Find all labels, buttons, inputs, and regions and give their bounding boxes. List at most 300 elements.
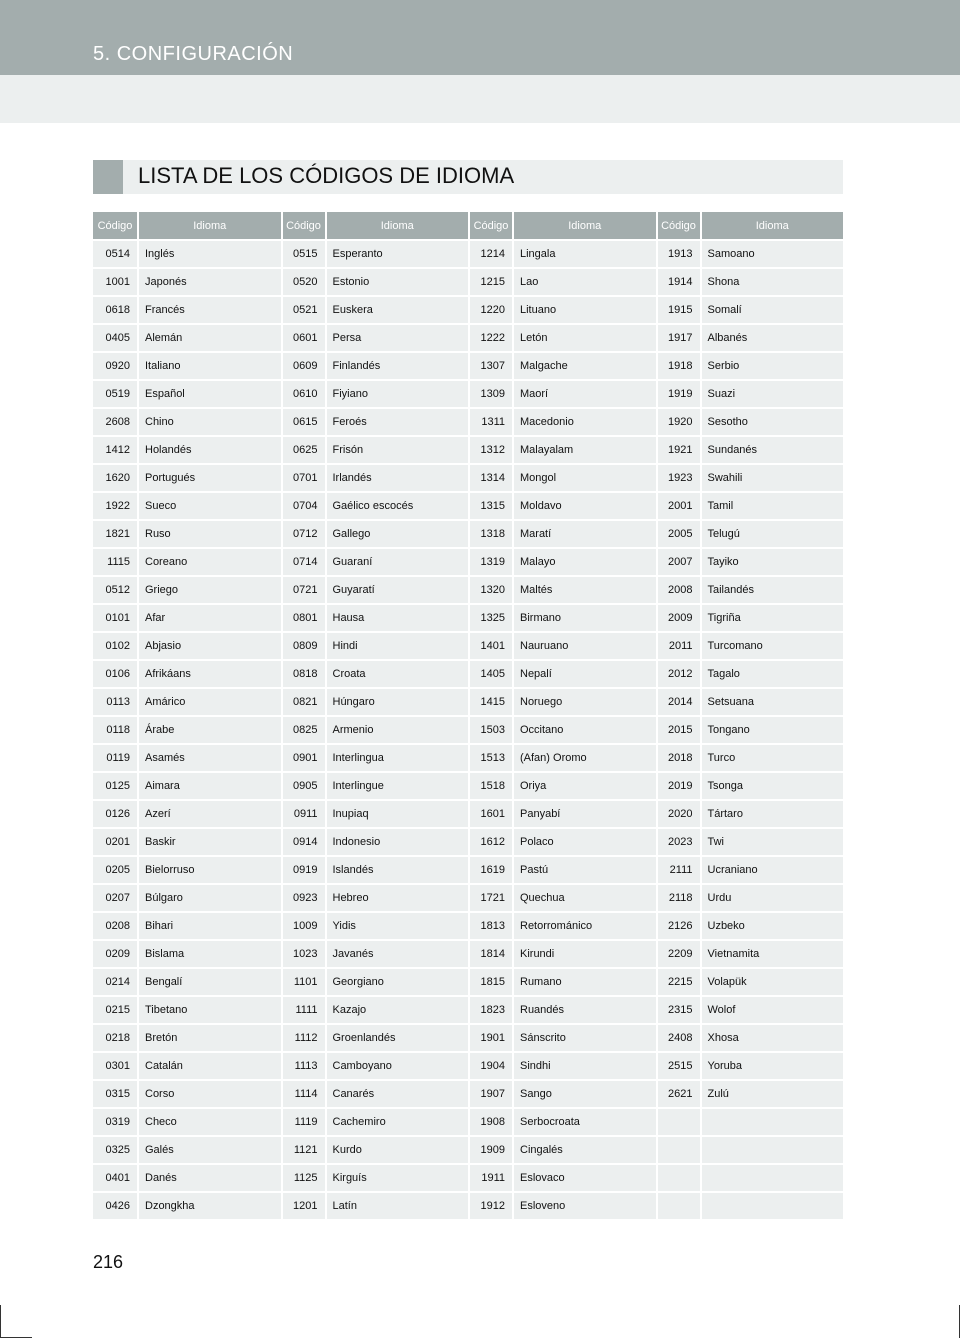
table-row (93, 883, 843, 911)
language-cell: Sindhi (512, 1051, 656, 1079)
table-row (93, 687, 843, 715)
code-cell: 1115 (93, 547, 137, 575)
table-row (93, 407, 843, 435)
code-cell: 0113 (93, 687, 137, 715)
table-row (93, 855, 843, 883)
column-header-code: Código (281, 212, 325, 239)
language-cell: Armenio (325, 715, 469, 743)
table-row (93, 827, 843, 855)
language-cell: Bengalí (137, 967, 281, 995)
code-cell: 1904 (468, 1051, 512, 1079)
code-cell: 1111 (281, 995, 325, 1023)
code-cell: 2008 (656, 575, 700, 603)
language-cell: Islandés (325, 855, 469, 883)
code-cell: 0214 (93, 967, 137, 995)
language-cell (700, 1191, 844, 1219)
table-row (93, 1135, 843, 1163)
language-cell: Ucraniano (700, 855, 844, 883)
code-cell: 0519 (93, 379, 137, 407)
code-cell: 2018 (656, 743, 700, 771)
code-cell: 1215 (468, 267, 512, 295)
table-row (93, 743, 843, 771)
table-row (93, 379, 843, 407)
language-cell: Samoano (700, 239, 844, 267)
language-cell: Tamil (700, 491, 844, 519)
table-row (93, 547, 843, 575)
language-cell: Checo (137, 1107, 281, 1135)
code-cell: 1813 (468, 911, 512, 939)
language-cell: Portugués (137, 463, 281, 491)
language-cell: Corso (137, 1079, 281, 1107)
code-cell: 0315 (93, 1079, 137, 1107)
code-cell: 1619 (468, 855, 512, 883)
code-cell: 0201 (93, 827, 137, 855)
code-cell: 1503 (468, 715, 512, 743)
language-cell: Amárico (137, 687, 281, 715)
language-cell: Esloveno (512, 1191, 656, 1219)
table-row (93, 1163, 843, 1191)
language-cell: Shona (700, 267, 844, 295)
language-cell: Tsonga (700, 771, 844, 799)
code-cell: 2315 (656, 995, 700, 1023)
code-cell: 1823 (468, 995, 512, 1023)
code-cell: 0401 (93, 1163, 137, 1191)
code-cell: 1023 (281, 939, 325, 967)
language-cell: Azerí (137, 799, 281, 827)
language-cell: (Afan) Oromo (512, 743, 656, 771)
language-cell (700, 1135, 844, 1163)
language-cell: Sango (512, 1079, 656, 1107)
language-cell: Noruego (512, 687, 656, 715)
code-cell: 1921 (656, 435, 700, 463)
code-cell: 1220 (468, 295, 512, 323)
column-header-language: Idioma (700, 212, 844, 239)
code-cell: 0618 (93, 295, 137, 323)
table-row (93, 603, 843, 631)
code-cell: 1307 (468, 351, 512, 379)
language-cell: Bretón (137, 1023, 281, 1051)
code-cell: 1908 (468, 1107, 512, 1135)
language-cell: Tigriña (700, 603, 844, 631)
page-title: LISTA DE LOS CÓDIGOS DE IDIOMA (138, 163, 515, 188)
code-cell: 0610 (281, 379, 325, 407)
code-cell: 0901 (281, 743, 325, 771)
code-cell: 1815 (468, 967, 512, 995)
code-cell: 1101 (281, 967, 325, 995)
code-cell: 1201 (281, 1191, 325, 1219)
language-cell: Xhosa (700, 1023, 844, 1051)
language-cell: Javanés (325, 939, 469, 967)
code-cell: 1320 (468, 575, 512, 603)
language-cell: Hebreo (325, 883, 469, 911)
language-cell: Búlgaro (137, 883, 281, 911)
page-number: 216 (93, 1252, 124, 1272)
language-cell: Rumano (512, 967, 656, 995)
language-cell: Interlingua (325, 743, 469, 771)
table-row (93, 435, 843, 463)
language-cell: Finlandés (325, 351, 469, 379)
code-cell: 0118 (93, 715, 137, 743)
table-row (93, 631, 843, 659)
language-cell: Retorrománico (512, 911, 656, 939)
language-cell: Setsuana (700, 687, 844, 715)
code-cell: 2608 (93, 407, 137, 435)
language-cell: Camboyano (325, 1051, 469, 1079)
code-cell: 0514 (93, 239, 137, 267)
table-row (93, 323, 843, 351)
language-cell: Galés (137, 1135, 281, 1163)
language-cell: Georgiano (325, 967, 469, 995)
language-cell: Asamés (137, 743, 281, 771)
column-header-language: Idioma (512, 212, 656, 239)
code-cell: 1412 (93, 435, 137, 463)
language-cell: Estonio (325, 267, 469, 295)
code-cell: 0714 (281, 547, 325, 575)
code-cell: 0809 (281, 631, 325, 659)
code-cell: 0405 (93, 323, 137, 351)
language-cell: Hindi (325, 631, 469, 659)
language-cell: Feroés (325, 407, 469, 435)
language-cell: Gaélico escocés (325, 491, 469, 519)
language-cell: Inupiaq (325, 799, 469, 827)
code-cell: 2408 (656, 1023, 700, 1051)
language-cell: Bielorruso (137, 855, 281, 883)
code-cell: 2515 (656, 1051, 700, 1079)
language-cell: Zulú (700, 1079, 844, 1107)
language-cell: Interlingue (325, 771, 469, 799)
code-cell: 1318 (468, 519, 512, 547)
language-cell: Eslovaco (512, 1163, 656, 1191)
language-cell: Mongol (512, 463, 656, 491)
language-cell: Cingalés (512, 1135, 656, 1163)
language-cell: Pastú (512, 855, 656, 883)
language-cell: Lingala (512, 239, 656, 267)
language-cell: Coreano (137, 547, 281, 575)
code-cell: 2019 (656, 771, 700, 799)
language-cell: Húngaro (325, 687, 469, 715)
code-cell: 0821 (281, 687, 325, 715)
language-cell: Yidis (325, 911, 469, 939)
language-cell: Yoruba (700, 1051, 844, 1079)
code-cell: 0205 (93, 855, 137, 883)
table-row (93, 771, 843, 799)
language-cell: Danés (137, 1163, 281, 1191)
code-cell: 1001 (93, 267, 137, 295)
code-cell: 1312 (468, 435, 512, 463)
column-header-language: Idioma (137, 212, 281, 239)
code-cell: 0325 (93, 1135, 137, 1163)
language-cell: Euskera (325, 295, 469, 323)
table-row (93, 659, 843, 687)
code-cell: 1113 (281, 1051, 325, 1079)
language-cell: Sundanés (700, 435, 844, 463)
language-cell: Aimara (137, 771, 281, 799)
code-cell: 0512 (93, 575, 137, 603)
code-cell: 1009 (281, 911, 325, 939)
table-row (93, 1191, 843, 1219)
language-cell: Chino (137, 407, 281, 435)
table-row (93, 939, 843, 967)
table-row (93, 967, 843, 995)
table-row (93, 463, 843, 491)
code-cell: 0426 (93, 1191, 137, 1219)
table-row (93, 1023, 843, 1051)
code-cell: 2015 (656, 715, 700, 743)
language-cell: Uzbeko (700, 911, 844, 939)
section-title: 5. CONFIGURACIÓN (93, 43, 294, 65)
language-cell: Español (137, 379, 281, 407)
column-header-language: Idioma (325, 212, 469, 239)
language-cell: Lao (512, 267, 656, 295)
language-cell: Turcomano (700, 631, 844, 659)
code-cell: 0125 (93, 771, 137, 799)
code-cell: 0521 (281, 295, 325, 323)
language-code-table (93, 212, 843, 1219)
code-cell: 2009 (656, 603, 700, 631)
language-cell: Italiano (137, 351, 281, 379)
table-row (93, 995, 843, 1023)
code-cell: 1415 (468, 687, 512, 715)
code-cell: 0701 (281, 463, 325, 491)
code-cell: 1914 (656, 267, 700, 295)
code-cell: 1125 (281, 1163, 325, 1191)
language-cell: Nauruano (512, 631, 656, 659)
code-cell: 2621 (656, 1079, 700, 1107)
code-cell: 1112 (281, 1023, 325, 1051)
code-cell: 1612 (468, 827, 512, 855)
language-cell (700, 1107, 844, 1135)
code-cell: 0923 (281, 883, 325, 911)
language-cell: Irlandés (325, 463, 469, 491)
code-cell: 2023 (656, 827, 700, 855)
language-cell: Canarés (325, 1079, 469, 1107)
language-cell: Sesotho (700, 407, 844, 435)
code-cell: 1922 (93, 491, 137, 519)
language-cell: Serbio (700, 351, 844, 379)
code-cell: 1912 (468, 1191, 512, 1219)
code-cell: 0119 (93, 743, 137, 771)
code-cell: 2014 (656, 687, 700, 715)
language-cell: Malayo (512, 547, 656, 575)
code-cell: 1911 (468, 1163, 512, 1191)
code-cell: 0801 (281, 603, 325, 631)
language-cell: Alemán (137, 323, 281, 351)
code-cell: 0825 (281, 715, 325, 743)
language-cell: Panyabí (512, 799, 656, 827)
language-cell: Latín (325, 1191, 469, 1219)
language-cell (700, 1163, 844, 1191)
header-subband (0, 75, 960, 123)
language-cell: Quechua (512, 883, 656, 911)
language-cell: Tagalo (700, 659, 844, 687)
table-body (93, 239, 843, 1219)
language-cell: Guyaratí (325, 575, 469, 603)
code-cell: 2215 (656, 967, 700, 995)
code-cell: 1918 (656, 351, 700, 379)
language-cell: Persa (325, 323, 469, 351)
code-cell: 0208 (93, 911, 137, 939)
code-cell: 2007 (656, 547, 700, 575)
code-cell: 1909 (468, 1135, 512, 1163)
table-row (93, 799, 843, 827)
language-cell: Suazi (700, 379, 844, 407)
language-cell: Guaraní (325, 547, 469, 575)
code-cell: 0712 (281, 519, 325, 547)
language-cell: Fiyiano (325, 379, 469, 407)
language-cell: Volapük (700, 967, 844, 995)
code-cell: 0101 (93, 603, 137, 631)
code-cell: 0520 (281, 267, 325, 295)
code-cell: 0126 (93, 799, 137, 827)
language-cell: Holandés (137, 435, 281, 463)
code-cell: 2001 (656, 491, 700, 519)
code-cell: 2011 (656, 631, 700, 659)
code-cell: 2020 (656, 799, 700, 827)
code-cell: 1315 (468, 491, 512, 519)
code-cell: 1601 (468, 799, 512, 827)
code-cell: 1325 (468, 603, 512, 631)
language-cell: Macedonio (512, 407, 656, 435)
code-cell: 0218 (93, 1023, 137, 1051)
language-cell: Urdu (700, 883, 844, 911)
code-cell: 1919 (656, 379, 700, 407)
language-cell: Frisón (325, 435, 469, 463)
code-cell: 1620 (93, 463, 137, 491)
code-cell: 0301 (93, 1051, 137, 1079)
language-cell: Inglés (137, 239, 281, 267)
table-row (93, 1051, 843, 1079)
language-cell: Afar (137, 603, 281, 631)
code-cell (656, 1191, 700, 1219)
code-cell: 1907 (468, 1079, 512, 1107)
code-cell: 1721 (468, 883, 512, 911)
code-cell: 0625 (281, 435, 325, 463)
language-cell: Indonesio (325, 827, 469, 855)
code-cell: 0601 (281, 323, 325, 351)
code-cell: 1314 (468, 463, 512, 491)
language-cell: Vietnamita (700, 939, 844, 967)
language-cell: Ruandés (512, 995, 656, 1023)
language-cell: Malayalam (512, 435, 656, 463)
language-cell: Nepalí (512, 659, 656, 687)
title-bar (93, 160, 843, 194)
table-row (93, 715, 843, 743)
code-cell: 1821 (93, 519, 137, 547)
table-row (93, 1079, 843, 1107)
code-cell (656, 1107, 700, 1135)
language-cell: Maltés (512, 575, 656, 603)
code-cell: 0920 (93, 351, 137, 379)
language-cell: Tártaro (700, 799, 844, 827)
language-cell: Griego (137, 575, 281, 603)
table-row (93, 239, 843, 267)
table-row (93, 575, 843, 603)
language-cell: Tibetano (137, 995, 281, 1023)
language-cell: Abjasio (137, 631, 281, 659)
code-cell: 0615 (281, 407, 325, 435)
code-cell: 0319 (93, 1107, 137, 1135)
code-cell: 1119 (281, 1107, 325, 1135)
code-cell: 0911 (281, 799, 325, 827)
code-cell: 0914 (281, 827, 325, 855)
language-cell: Somalí (700, 295, 844, 323)
column-header-code: Código (656, 212, 700, 239)
language-cell: Moldavo (512, 491, 656, 519)
code-cell: 0721 (281, 575, 325, 603)
language-cell: Hausa (325, 603, 469, 631)
language-cell: Turco (700, 743, 844, 771)
code-cell: 2012 (656, 659, 700, 687)
language-cell: Twi (700, 827, 844, 855)
column-header-code: Código (93, 212, 137, 239)
table-row (93, 295, 843, 323)
language-cell: Swahili (700, 463, 844, 491)
language-cell: Ruso (137, 519, 281, 547)
code-cell: 0102 (93, 631, 137, 659)
code-cell: 2005 (656, 519, 700, 547)
code-cell: 1518 (468, 771, 512, 799)
language-cell: Tongano (700, 715, 844, 743)
code-cell: 0609 (281, 351, 325, 379)
language-cell: Bislama (137, 939, 281, 967)
code-cell: 1114 (281, 1079, 325, 1107)
code-cell: 1901 (468, 1023, 512, 1051)
language-cell: Maratí (512, 519, 656, 547)
language-cell: Kazajo (325, 995, 469, 1023)
language-cell: Francés (137, 295, 281, 323)
code-cell: 0905 (281, 771, 325, 799)
language-cell: Esperanto (325, 239, 469, 267)
language-cell: Kurdo (325, 1135, 469, 1163)
code-cell: 0704 (281, 491, 325, 519)
table-row (93, 519, 843, 547)
language-cell: Groenlandés (325, 1023, 469, 1051)
code-cell (656, 1163, 700, 1191)
code-cell (656, 1135, 700, 1163)
language-cell: Polaco (512, 827, 656, 855)
language-cell: Kirundi (512, 939, 656, 967)
language-cell: Cachemiro (325, 1107, 469, 1135)
code-cell: 1915 (656, 295, 700, 323)
language-cell: Árabe (137, 715, 281, 743)
code-cell: 1513 (468, 743, 512, 771)
language-cell: Malgache (512, 351, 656, 379)
code-cell: 1319 (468, 547, 512, 575)
title-accent-block (93, 160, 123, 194)
code-cell: 0207 (93, 883, 137, 911)
code-cell: 0818 (281, 659, 325, 687)
code-cell: 0515 (281, 239, 325, 267)
code-cell: 1121 (281, 1135, 325, 1163)
language-cell: Bihari (137, 911, 281, 939)
language-cell: Tayiko (700, 547, 844, 575)
table-header-row (93, 212, 843, 239)
language-cell: Sánscrito (512, 1023, 656, 1051)
code-cell: 0106 (93, 659, 137, 687)
code-cell: 1309 (468, 379, 512, 407)
code-cell: 1920 (656, 407, 700, 435)
code-cell: 2111 (656, 855, 700, 883)
language-cell: Kirguís (325, 1163, 469, 1191)
code-cell: 1913 (656, 239, 700, 267)
code-cell: 1214 (468, 239, 512, 267)
language-cell: Maorí (512, 379, 656, 407)
language-cell: Tailandés (700, 575, 844, 603)
language-cell: Lituano (512, 295, 656, 323)
language-cell: Gallego (325, 519, 469, 547)
language-cell: Letón (512, 323, 656, 351)
table-row (93, 491, 843, 519)
